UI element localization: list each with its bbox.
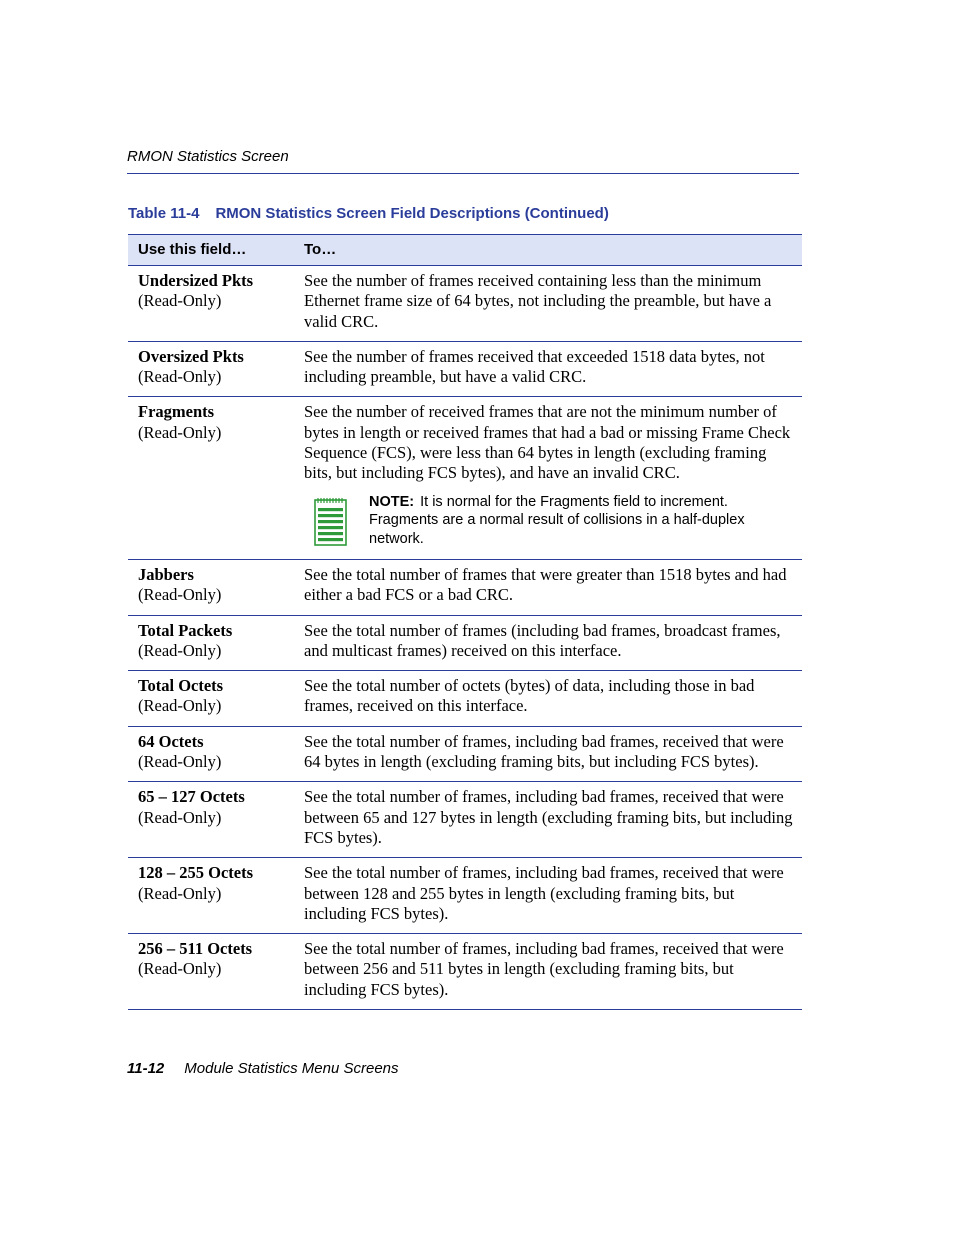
field-name: Jabbers <box>138 564 194 584</box>
table-row <box>128 782 802 858</box>
table-row <box>128 671 802 727</box>
table-row <box>128 397 802 559</box>
field-cell <box>128 341 296 397</box>
field-name: Total Octets <box>138 676 224 696</box>
column-header-to: To… <box>296 235 802 266</box>
table-row <box>128 934 802 1010</box>
table-header-row <box>128 235 802 266</box>
field-access: (Read-Only) <box>138 640 222 660</box>
field-access: (Read-Only) <box>138 807 222 827</box>
field-cell <box>128 782 296 858</box>
table-row <box>128 615 802 671</box>
field-cell <box>128 266 296 342</box>
field-access: (Read-Only) <box>138 959 222 979</box>
field-access: (Read-Only) <box>138 696 222 716</box>
description-cell: See the total number of frames, including bad frames, received that were between 65 and 127 bytes in length (excluding framing bits, but including FCS bytes). <box>296 782 802 858</box>
table-row <box>128 858 802 934</box>
table-row <box>128 341 802 397</box>
table-row <box>128 726 802 782</box>
field-access: (Read-Only) <box>138 752 222 772</box>
field-access: (Read-Only) <box>138 585 222 605</box>
field-name: 64 Octets <box>138 731 204 751</box>
notepad-icon <box>304 493 358 552</box>
field-access: (Read-Only) <box>138 291 222 311</box>
page-number: 11-12 <box>127 1060 165 1077</box>
field-cell <box>128 615 296 671</box>
field-descriptions-table <box>128 234 802 1010</box>
field-access: (Read-Only) <box>138 367 222 387</box>
field-name: Oversized Pkts <box>138 346 244 366</box>
table-caption <box>128 205 609 222</box>
running-header: RMON Statistics Screen <box>127 148 799 174</box>
field-cell <box>128 559 296 615</box>
description-cell: See the total number of frames that were greater than 1518 bytes and had either a bad FCS or a bad CRC. <box>296 559 802 615</box>
description-cell <box>296 397 802 559</box>
field-name: 65 – 127 Octets <box>138 787 245 807</box>
field-name: 128 – 255 Octets <box>138 863 254 883</box>
field-cell <box>128 397 296 559</box>
field-cell <box>128 858 296 934</box>
description-cell: See the total number of frames, including bad frames, received that were between 256 and 511 bytes in length (excluding framing bits, but including FCS bytes). <box>296 934 802 1010</box>
note-label: NOTE: <box>369 493 415 510</box>
table-title: RMON Statistics Screen Field Descriptions (Continued) <box>215 205 609 222</box>
description-text: See the number of received frames that are not the minimum number of bytes in length or received frames that had a bad or missing Frame Check Sequence (FCS), were less than 64 bytes in length (excluding framing bits, but including FCS bytes), and have an invalid CRC. <box>304 402 791 483</box>
note-body: It is normal for the Fragments field to increment. Fragments are a normal result of collisions in a half-duplex network. <box>369 493 745 547</box>
note-text <box>358 493 796 552</box>
field-cell <box>128 934 296 1010</box>
table-row <box>128 559 802 615</box>
table-number: Table 11-4 <box>128 205 200 222</box>
field-name: Total Packets <box>138 620 233 640</box>
table-row <box>128 266 802 342</box>
description-cell: See the total number of frames, including bad frames, received that were 64 bytes in length (excluding framing bits, but including FCS bytes). <box>296 726 802 782</box>
field-access: (Read-Only) <box>138 422 222 442</box>
description-cell: See the total number of octets (bytes) of data, including those in bad frames, received on this interface. <box>296 671 802 727</box>
field-cell <box>128 726 296 782</box>
column-header-field: Use this field… <box>128 235 296 266</box>
description-cell: See the number of frames received that exceeded 1518 data bytes, not including preamble, but have a valid CRC. <box>296 341 802 397</box>
note-box <box>304 493 796 552</box>
field-access: (Read-Only) <box>138 883 222 903</box>
field-cell <box>128 671 296 727</box>
chapter-title: Module Statistics Menu Screens <box>184 1060 399 1077</box>
description-cell: See the total number of frames, including bad frames, received that were between 128 and 255 bytes in length (excluding framing bits, but including FCS bytes). <box>296 858 802 934</box>
field-name: 256 – 511 Octets <box>138 939 253 959</box>
field-name: Fragments <box>138 402 215 422</box>
field-name: Undersized Pkts <box>138 271 254 290</box>
description-cell: See the total number of frames (including bad frames, broadcast frames, and multicast frames) received on this interface. <box>296 615 802 671</box>
running-footer <box>127 1060 399 1077</box>
description-cell: See the number of frames received containing less than the minimum Ethernet frame size of 64 bytes, not including the preamble, but have a valid CRC. <box>296 266 802 342</box>
